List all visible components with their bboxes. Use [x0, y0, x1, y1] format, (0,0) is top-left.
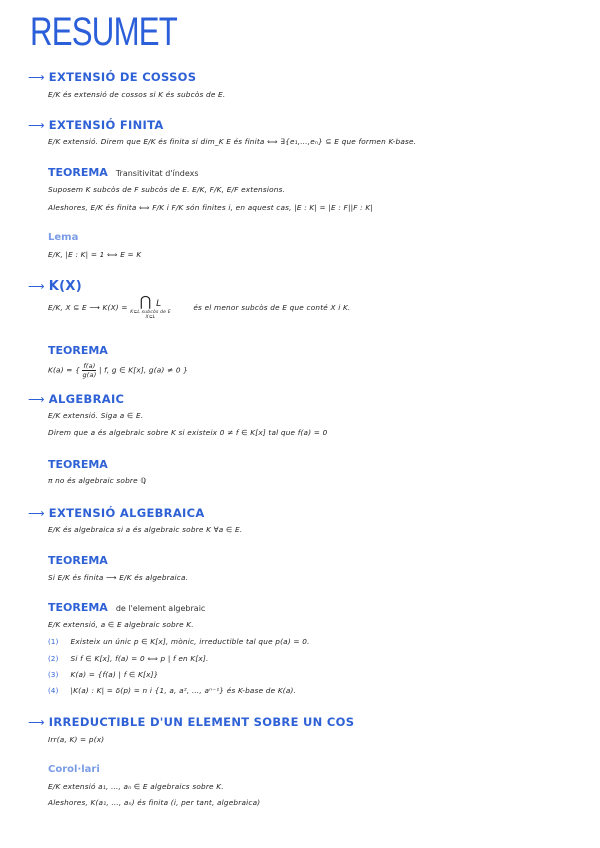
theorem-line: E/K extensió, a ∈ E algebraic sobre K. — [48, 620, 194, 629]
cap-symbol: ⋂ — [139, 294, 152, 310]
item-text: |K(a) : K| = δ(p) = n i {1, a, a², …, aⁿ⁻¹} és K-base de K(a). — [70, 686, 297, 695]
section-heading-text: K(X) — [48, 279, 82, 294]
definition-line: E/K extensió. Direm que E/K és finita si dim_K E és finita ⟺ ∃{e₁,…,eₙ} ⊆ E que formen K-base. — [48, 137, 417, 146]
definition-line: Direm que a és algebraic sobre K si existeix 0 ≠ f ∈ K[x] tal que f(a) = 0 — [48, 428, 328, 437]
section-heading-algebraic — [28, 392, 124, 406]
arrow-icon: ⟶ — [28, 118, 45, 132]
theorem-label-text: TEOREMA — [48, 166, 108, 179]
section-heading-text: EXTENSIÓ ALGEBRAICA — [48, 506, 205, 520]
lemma-label: Lema — [48, 232, 79, 243]
cap-sub2: X⊆L — [145, 315, 156, 320]
theorem-line: Suposem K subcòs de F subcòs de E. E/K, F/K, E/F extensions. — [48, 185, 286, 194]
theorem-label — [48, 166, 199, 179]
arrow-icon: ⟶ — [28, 70, 45, 84]
corollary-line: E/K extensió a₁, …, aₙ ∈ E algebraics sobre K. — [48, 782, 224, 791]
item-text: Existeix un únic p ∈ K[x], mònic, irreductible tal que p(a) = 0. — [70, 637, 310, 646]
theorem-line: Aleshores, E/K és finita ⟺ F/K i F/K són finites i, en aquest cas, |E : K| = |E : F||F : K| — [48, 203, 373, 212]
ka-rhs: | f, g ∈ K[x], g(a) ≠ 0 } — [99, 365, 189, 375]
section-heading-text: IRREDUCTIBLE D'UN ELEMENT SOBRE UN COS — [48, 715, 355, 729]
theorem-label: TEOREMA — [48, 344, 108, 357]
section-heading-extensio-cossos — [28, 70, 196, 84]
section-heading-extensio-algebraica — [28, 506, 205, 520]
kx-definition-rhs: és el menor subcòs de E que conté X i K. — [193, 303, 351, 312]
section-heading-kx — [28, 279, 82, 294]
item-number: (2) — [48, 655, 59, 663]
lemma-line: E/K, |E : K| = 1 ⟺ E = K — [48, 250, 142, 259]
page-title: RESUMET — [30, 10, 178, 54]
list-item — [48, 670, 159, 679]
item-number: (3) — [48, 671, 59, 679]
intersection-symbol — [130, 296, 171, 320]
corollary-label: Corol·lari — [48, 764, 100, 775]
item-number: (4) — [48, 687, 59, 695]
section-heading-text: ALGEBRAIC — [48, 392, 125, 406]
definition-line: E/K extensió. Siga a ∈ E. — [48, 411, 144, 420]
arrow-icon: ⟶ — [28, 392, 45, 406]
ka-lhs: K(a) = { — [48, 365, 80, 375]
cap-sub1: K⊆L subcòs de E — [130, 310, 171, 315]
theorem-aside: Transitivitat d'índexs — [115, 169, 199, 178]
definition-line: E/K és algebraica si a és algebraic sobre K ∀a ∈ E. — [48, 525, 243, 534]
list-item — [48, 654, 209, 663]
fraction — [82, 362, 96, 379]
theorem-label — [48, 601, 205, 614]
item-text: K(a) = {f(a) | f ∈ K[x]} — [70, 670, 159, 679]
section-heading-text: EXTENSIÓ DE COSSOS — [48, 70, 197, 84]
definition-line: Irr(a, K) = p(x) — [48, 735, 105, 744]
fraction-numerator: f(a) — [83, 362, 96, 370]
theorem-line: π no és algebraic sobre ℚ — [48, 476, 147, 485]
list-item — [48, 686, 296, 695]
fraction-denominator: g(a) — [82, 371, 97, 379]
cap-set: L — [156, 299, 162, 309]
theorem-line: Si E/K és finita ⟶ E/K és algebraica. — [48, 573, 189, 582]
theorem-line — [48, 362, 188, 379]
item-number: (1) — [48, 638, 59, 646]
theorem-aside: de l'element algebraic — [115, 604, 206, 613]
list-item — [48, 637, 310, 646]
arrow-icon: ⟶ — [28, 715, 45, 729]
kx-definition — [48, 296, 350, 320]
kx-definition-lhs: E/K, X ⊆ E ⟶ K(X) = — [48, 303, 128, 312]
theorem-label: TEOREMA — [48, 554, 108, 567]
section-heading-extensio-finita — [28, 118, 164, 132]
section-heading-text: EXTENSIÓ FINITA — [48, 118, 164, 132]
section-heading-irreductible — [28, 715, 354, 729]
corollary-line: Aleshores, K(a₁, …, aₙ) és finita (i, per tant, algebraica) — [48, 798, 261, 807]
definition-line: E/K és extensió de cossos si K és subcòs de E. — [48, 90, 226, 99]
item-text: Si f ∈ K[x], f(a) = 0 ⟺ p | f en K[x]. — [70, 654, 209, 663]
theorem-label: TEOREMA — [48, 458, 108, 471]
arrow-icon: ⟶ — [28, 506, 45, 520]
theorem-label-text: TEOREMA — [48, 601, 108, 614]
arrow-icon: ⟶ — [28, 279, 45, 293]
